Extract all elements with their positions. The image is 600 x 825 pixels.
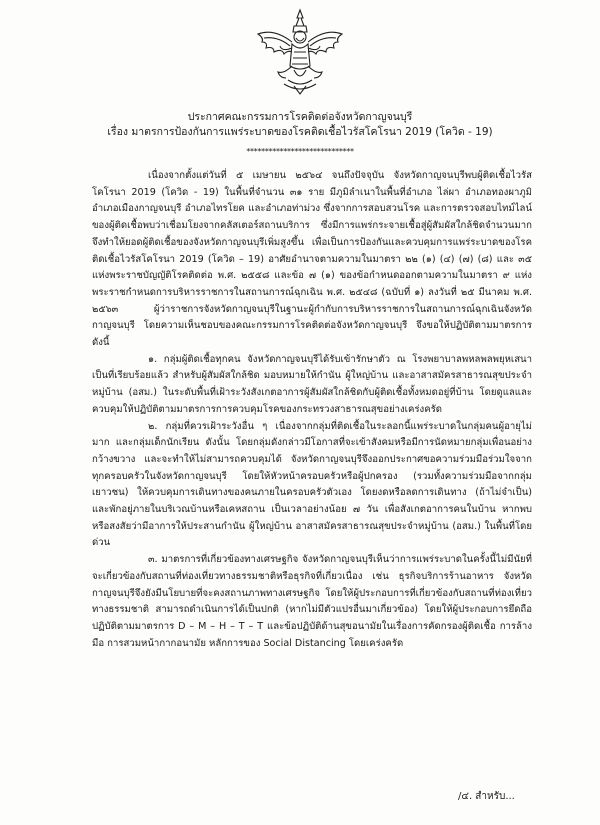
continuation-note: /๔. สำหรับ...	[458, 791, 515, 802]
announcement-subject: เรื่อง มาตรการป้องกันการแพร่ระบาดของโรคติดเชื้อไวรัสโคโรนา 2019 (โควิด - 19)	[107, 126, 493, 138]
paragraph-measure-1: ๑. กลุ่มผู้ติดเชื้อทุกคน จังหวัดกาญจนบุรีได้รับเข้ารักษาตัว ณ โรงพยาบาลพหลพลพยุหเสนา เป็นที่เรียบร้อยแล้ว สำหรับผู้สัมผัสใกล้ชิด มอบหมายให้กำนัน ผู้ใหญ่บ้าน และอาสาสมัครสาธารณสุขประจำหมู่บ้าน (อสม.) ในระดับพื้นที่เฝ้าระวังสังเกตอาการผู้สัมผัสใกล้ชิดกับผู้ติดเชื้อทั้งหมดอยู่ที่บ้าน โดยดูแลและควบคุมให้ปฏิบัติตามมาตรการการควบคุมโรคของกระทรวงสาธารณสุขอย่างเคร่งครัด	[92, 353, 532, 415]
announcement-body	[92, 168, 532, 652]
separator-stars: *****************************	[246, 147, 354, 156]
paragraph-intro: เนื่องจากตั้งแต่วันที่ ๕ เมษายน ๒๕๖๔ จนถึงปัจจุบัน จังหวัดกาญจนบุรีพบผู้ติดเชื้อไวรัสโคโรนา 2019 (โควิด - 19) ในพื้นที่จำนวน ๓๑ ราย มีภูมิลำเนาในพื้นที่อำเภอ ไล่ผา อำเภอทองผาภูมิ อำเภอเมืองกาญจนบุรี อำเภอไทรโยค และอำเภอท่าม่วง ซึ่งจากการสอบสวนโรค และการตรวจสอบไทม์ไลน์ของผู้ติดเชื้อพบว่าเชื่อมโยงจากคลัสเตอร์สถานบริการ ซึ่งมีการแพร่กระจายเชื้อสู่ผู้สัมผัสใกล้ชิดจำนวนมาก จึงทำให้ยอดผู้ติดเชื้อของจังหวัดกาญจนบุรีเพิ่มสูงขึ้น เพื่อเป็นการป้องกันและควบคุมการแพร่ระบาดของโรคติดเชื้อไวรัสโคโรนา 2019 (โควิด – 19) อาศัยอำนาจตามความในมาตรา ๒๒ (๑) (๔) (๗) (๘) และ ๓๕ แห่งพระราชบัญญัติโรคติดต่อ พ.ศ. ๒๕๕๘ และข้อ ๗ (๑) ของข้อกำหนดออกตามความในมาตรา ๙ แห่งพระราชกำหนดการบริหารราชการในสถานการณ์ฉุกเฉิน พ.ศ. ๒๕๔๘ (ฉบับที่ ๑) ลงวันที่ ๒๕ มีนาคม พ.ศ. ๒๕๖๓ ผู้ว่าราชการจังหวัดกาญจนบุรีในฐานะผู้กำกับการบริหารราชการในสถานการณ์ฉุกเฉินจังหวัดกาญจนบุรี โดยความเห็นชอบของคณะกรรมการโรคติดต่อจังหวัดกาญจนบุรี จึงขอให้ปฏิบัติตามมาตรการ ดังนี้	[92, 170, 532, 349]
garuda-emblem-icon	[254, 8, 346, 96]
paragraph-measure-3: ๓. มาตรการที่เกี่ยวข้องทางเศรษฐกิจ จังหวัดกาญจนบุรีเห็นว่าการแพร่ระบาดในครั้งนี้ไม่มีนัยที่จะเกี่ยวข้องกับสถานที่ท่องเที่ยวทางธรรมชาติหรือธุรกิจที่เกี่ยวเนื่อง เช่น ธุรกิจบริการร้านอาหาร จังหวัดกาญจนบุรีจึงยังมีนโยบายที่จะคงสถานภาพทางเศรษฐกิจ โดยให้ผู้ประกอบการที่เกี่ยวข้องกับสถานที่ท่องเที่ยวทางธรรมชาติ สามารถดำเนินการได้เป็นปกติ (หากไม่มีตัวแปรอื่นมาเกี่ยวข้อง) โดยให้ผู้ประกอบการยึดถือปฏิบัติตามมาตรการ D – M – H – T – T และข้อปฏิบัติด้านสุขอนามัยในเรื่องการคัดกรองผู้ติดเชื้อ การล้างมือ การสวมหน้ากากอนามัย หลักการของ Social Distancing โดยเคร่งครัด	[92, 554, 532, 649]
announcement-title: ประกาศคณะกรรมการโรคติดต่อจังหวัดกาญจนบุรี	[187, 111, 413, 123]
paragraph-measure-2: ๒. กลุ่มที่ควรเฝ้าระวังอื่น ๆ เนื่องจากกลุ่มที่ติดเชื้อในระลอกนี้แพร่ระบาดในกลุ่มคนผู้อายุไม่มาก และกลุ่มเด็กนักเรียน ดังนั้น โดยกลุ่มดังกล่าวมีโอกาสที่จะเข้าสังคมหรือมีการนัดหมายกลุ่มเพื่อนอย่างกว้างขวาง และจะทำให้ไม่สามารถควบคุมได้ จังหวัดกาญจนบุรีจึงออกประกาศขอความร่วมมือร่วมใจจากทุกครอบครัวในจังหวัดกาญจนบุรี โดยให้หัวหน้าครอบครัวหรือผู้ปกครอง (รวมทั้งความร่วมมือจากกลุ่มเยาวชน) ให้ควบคุมการเดินทางของคนภายในครอบครัวตัวเอง โดยงดหรือลดการเดินทาง (ถ้าไม่จำเป็น) และพักอยู่ภายในบริเวณบ้านหรือเคหสถาน เป็นเวลาอย่างน้อย ๗ วัน เพื่อสังเกตอาการคนในบ้าน หากพบหรือสงสัยว่ามีอาการให้ประสานกำนัน ผู้ใหญ่บ้าน อาสาสมัครสาธารณสุขประจำหมู่บ้าน (อสม.) ในพื้นที่โดยด่วน	[92, 420, 532, 549]
